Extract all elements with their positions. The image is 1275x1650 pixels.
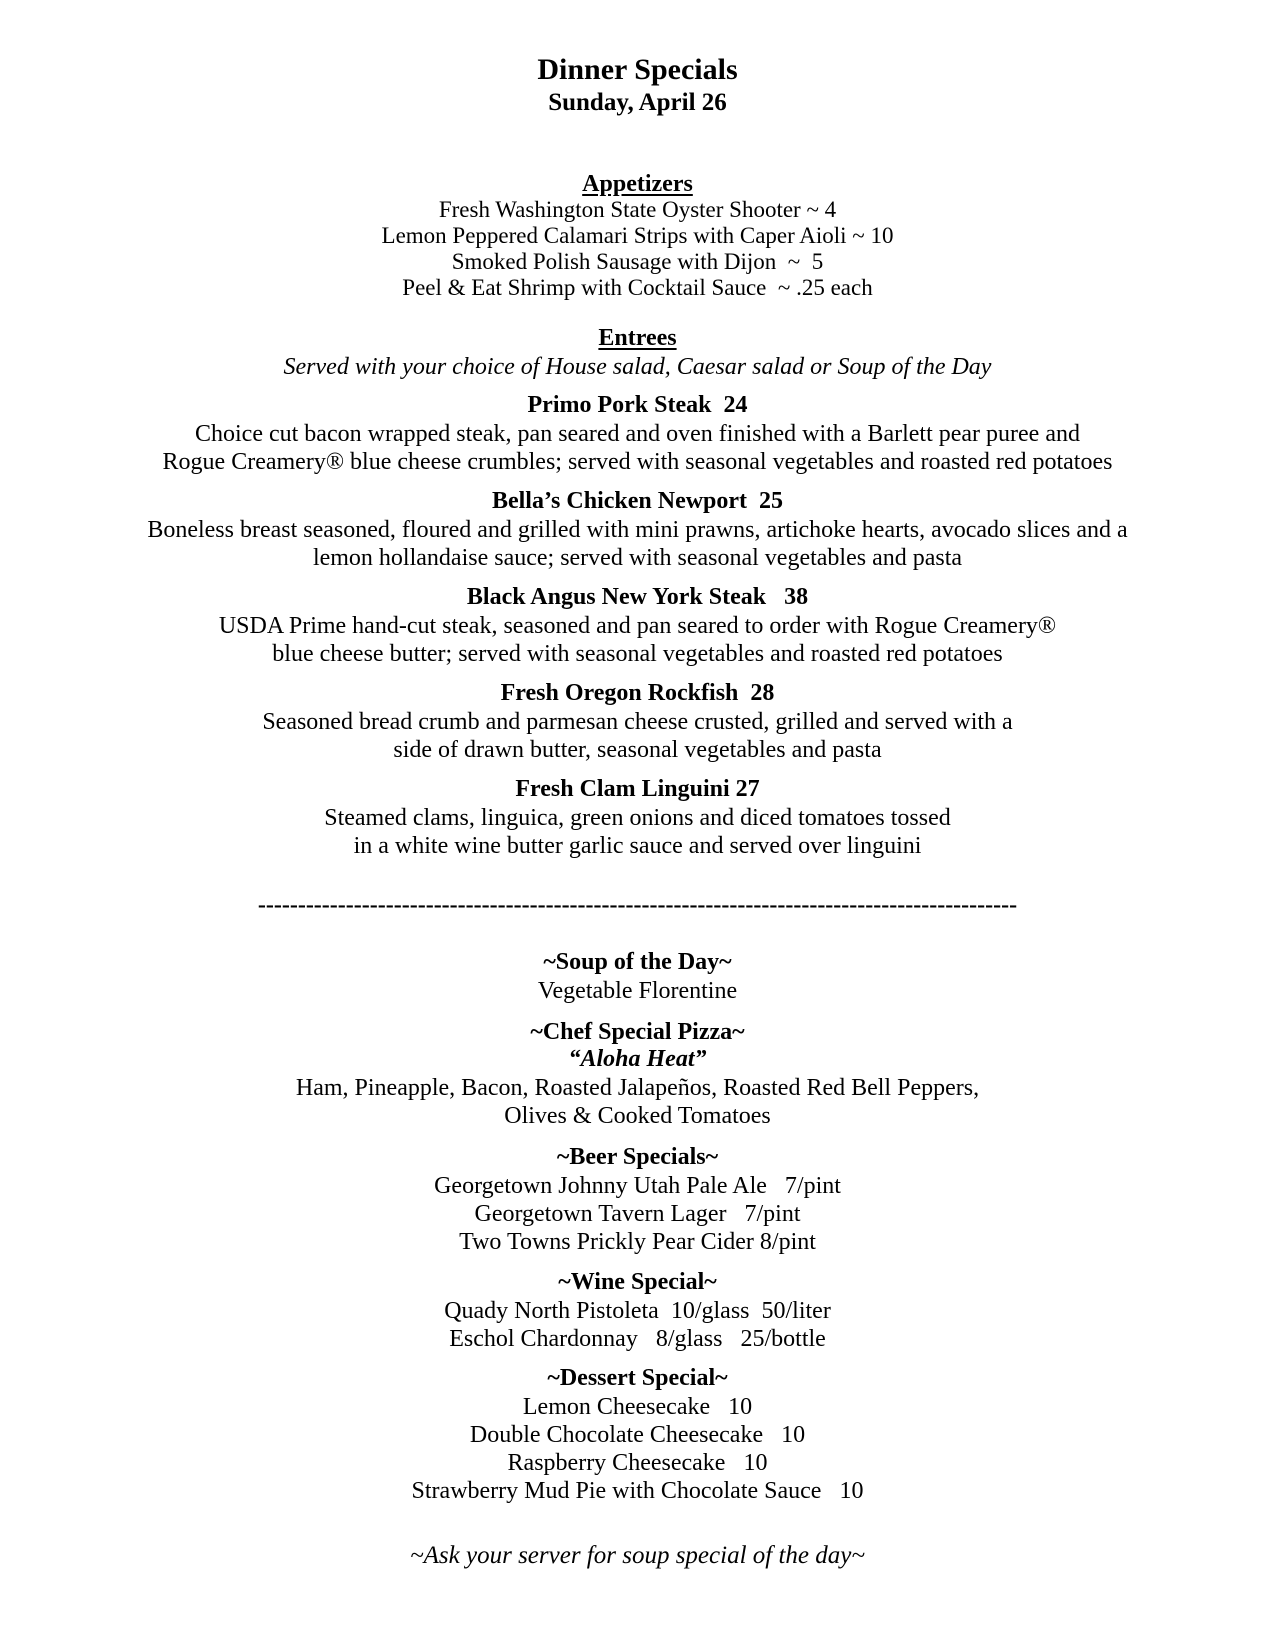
appetizer-item: Smoked Polish Sausage with Dijon ~ 5 <box>451 249 824 274</box>
dessert-item: Lemon Cheesecake 10 <box>522 1394 753 1420</box>
soup-item: Vegetable Florentine <box>537 978 738 1004</box>
dessert-item: Raspberry Cheesecake 10 <box>507 1450 768 1476</box>
section-divider: ----------------------------------------------------------------------------------------------- <box>257 892 1018 918</box>
beer-heading: ~Beer Specials~ <box>556 1144 719 1170</box>
pizza-description: Ham, Pineapple, Bacon, Roasted Jalapeños, Roasted Red Bell Peppers, <box>295 1075 980 1101</box>
wine-item: Quady North Pistoleta 10/glass 50/liter <box>444 1298 831 1324</box>
entrees-note: Served with your choice of House salad, Caesar salad or Soup of the Day <box>283 354 992 380</box>
entree-name: Primo Pork Steak 24 <box>527 392 748 418</box>
beer-item: Two Towns Prickly Pear Cider 8/pint <box>459 1229 816 1255</box>
entree-description: blue cheese butter; served with seasonal vegetables and roasted red potatoes <box>272 641 1003 667</box>
entree-description: USDA Prime hand-cut steak, seasoned and pan seared to order with Rogue Creamery® <box>218 613 1057 639</box>
appetizers-heading: Appetizers <box>582 171 693 197</box>
dessert-heading: ~Dessert Special~ <box>547 1365 728 1391</box>
entrees-heading: Entrees <box>598 325 677 351</box>
soup-heading: ~Soup of the Day~ <box>543 949 732 975</box>
entree-name: Bella’s Chicken Newport 25 <box>491 488 784 514</box>
pizza-name: “Aloha Heat” <box>568 1046 707 1072</box>
appetizer-item: Peel & Eat Shrimp with Cocktail Sauce ~ .25 each <box>402 275 873 300</box>
entree-description: lemon hollandaise sauce; served with seasonal vegetables and pasta <box>312 545 963 571</box>
entree-description: Choice cut bacon wrapped steak, pan seared and oven finished with a Barlett pear puree and <box>195 421 1080 447</box>
entree-description: Steamed clams, linguica, green onions and diced tomatoes tossed <box>324 805 951 831</box>
appetizer-item: Lemon Peppered Calamari Strips with Caper Aioli ~ 10 <box>381 223 894 248</box>
pizza-description: Olives & Cooked Tomatoes <box>504 1103 771 1129</box>
wine-item: Eschol Chardonnay 8/glass 25/bottle <box>449 1326 826 1352</box>
entree-description: side of drawn butter, seasonal vegetables and pasta <box>393 737 882 763</box>
entree-description: in a white wine butter garlic sauce and served over linguini <box>353 833 922 859</box>
dessert-item: Double Chocolate Cheesecake 10 <box>469 1422 806 1448</box>
appetizer-item: Fresh Washington State Oyster Shooter ~ 4 <box>438 197 837 222</box>
entree-name: Black Angus New York Steak 38 <box>466 584 809 610</box>
entree-description: Boneless breast seasoned, floured and grilled with mini prawns, artichoke hearts, avocado slices and a <box>147 517 1128 543</box>
beer-item: Georgetown Johnny Utah Pale Ale 7/pint <box>434 1173 841 1199</box>
footer-note: ~Ask your server for soup special of the day~ <box>410 1542 865 1569</box>
page-title: Dinner Specials <box>537 53 738 86</box>
beer-item: Georgetown Tavern Lager 7/pint <box>474 1201 801 1227</box>
entree-description: Rogue Creamery® blue cheese crumbles; served with seasonal vegetables and roasted red potatoes <box>162 449 1113 475</box>
dessert-item: Strawberry Mud Pie with Chocolate Sauce 10 <box>411 1478 864 1504</box>
wine-heading: ~Wine Special~ <box>558 1269 717 1295</box>
pizza-heading: ~Chef Special Pizza~ <box>530 1019 745 1045</box>
menu-date: Sunday, April 26 <box>548 89 727 116</box>
entree-name: Fresh Oregon Rockfish 28 <box>500 680 775 706</box>
entree-name: Fresh Clam Linguini 27 <box>515 776 760 802</box>
entree-description: Seasoned bread crumb and parmesan cheese crusted, grilled and served with a <box>262 709 1013 735</box>
